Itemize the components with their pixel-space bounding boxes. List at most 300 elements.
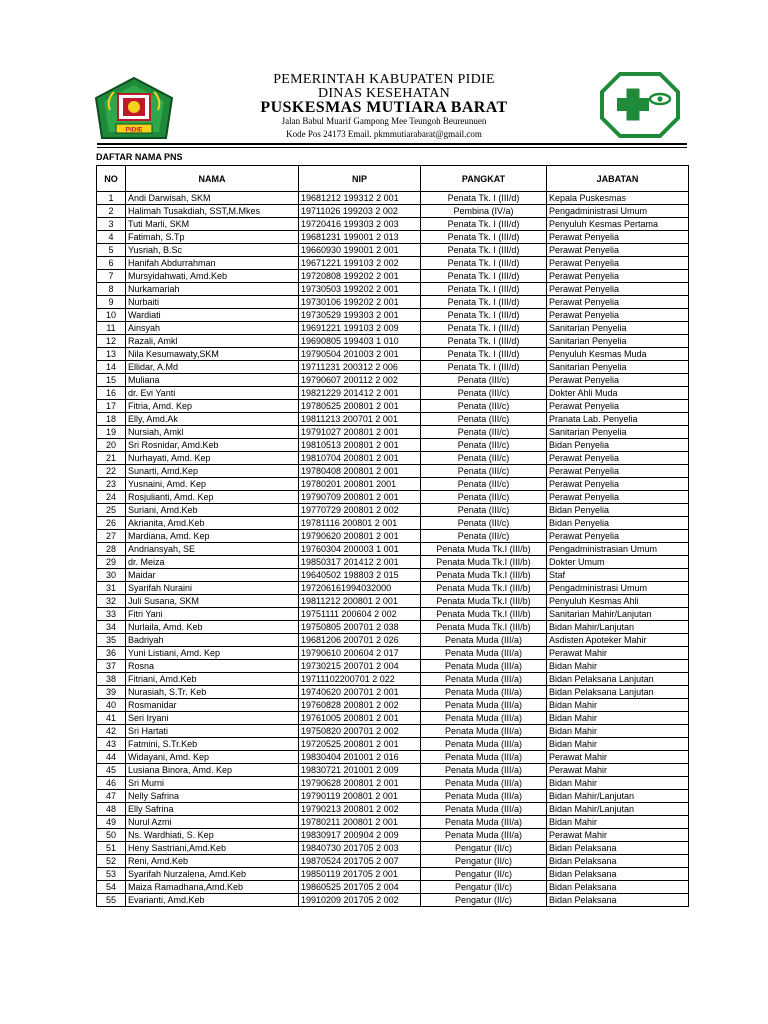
cell-nama: Lusiana Binora, Amd. Kep xyxy=(126,764,299,777)
cell-no: 43 xyxy=(97,738,126,751)
cell-nip: 19740620 200701 2 001 xyxy=(299,686,421,699)
cell-nama: Rosmanidar xyxy=(126,699,299,712)
table-header-row xyxy=(97,166,689,192)
cell-no: 19 xyxy=(97,426,126,439)
table-row xyxy=(97,270,689,283)
cell-nip: 19760304 200003 1 001 xyxy=(299,543,421,556)
cell-nip: 19671221 199103 2 002 xyxy=(299,257,421,270)
cell-nama: Reni, Amd.Keb xyxy=(126,855,299,868)
cell-nama: Sunarti, Amd.Kep xyxy=(126,465,299,478)
cell-pangkat: Penata Muda (III/a) xyxy=(421,673,547,686)
table-row xyxy=(97,777,689,790)
cell-jabatan: Sanitarian Mahir/Lanjutan xyxy=(547,608,689,621)
cell-nip: 19790620 200801 2 001 xyxy=(299,530,421,543)
cell-nip: 19790610 200604 2 017 xyxy=(299,647,421,660)
cell-no: 51 xyxy=(97,842,126,855)
cell-nama: dr. Meiza xyxy=(126,556,299,569)
table-row xyxy=(97,335,689,348)
table-row xyxy=(97,348,689,361)
cell-jabatan: Perawat Penyelia xyxy=(547,231,689,244)
table-row xyxy=(97,218,689,231)
cell-pangkat: Penata Tk. I (III/d) xyxy=(421,192,547,205)
cell-nip: 19690805 199403 1 010 xyxy=(299,335,421,348)
cell-no: 7 xyxy=(97,270,126,283)
cell-jabatan: Bidan Pelaksana Lanjutan xyxy=(547,673,689,686)
cell-pangkat: Penata (III/c) xyxy=(421,426,547,439)
cell-jabatan: Pengadministrasian Umum xyxy=(547,543,689,556)
table-row xyxy=(97,569,689,582)
cell-jabatan: Bidan Pelaksana xyxy=(547,881,689,894)
cell-jabatan: Sanitarian Penyelia xyxy=(547,322,689,335)
cell-no: 4 xyxy=(97,231,126,244)
cell-nama: Elly Safrina xyxy=(126,803,299,816)
cell-no: 26 xyxy=(97,517,126,530)
cell-pangkat: Penata (III/c) xyxy=(421,517,547,530)
cell-no: 11 xyxy=(97,322,126,335)
table-row xyxy=(97,790,689,803)
cell-nama: Nurkamariah xyxy=(126,283,299,296)
cell-no: 49 xyxy=(97,816,126,829)
cell-nip: 19811213 200701 2 001 xyxy=(299,413,421,426)
cell-jabatan: Perawat Mahir xyxy=(547,829,689,842)
cell-no: 37 xyxy=(97,660,126,673)
cell-nama: Yusriah, B.Sc xyxy=(126,244,299,257)
cell-no: 52 xyxy=(97,855,126,868)
table-row xyxy=(97,543,689,556)
cell-pangkat: Penata (III/c) xyxy=(421,374,547,387)
cell-nip: 19830721 201001 2 009 xyxy=(299,764,421,777)
cell-nip: 19910209 201705 2 002 xyxy=(299,894,421,907)
cell-no: 24 xyxy=(97,491,126,504)
cell-pangkat: Penata (III/c) xyxy=(421,530,547,543)
table-row xyxy=(97,452,689,465)
cell-jabatan: Pengadministrasi Umum xyxy=(547,205,689,218)
cell-no: 50 xyxy=(97,829,126,842)
cell-jabatan: Perawat Penyelia xyxy=(547,283,689,296)
cell-no: 8 xyxy=(97,283,126,296)
cell-jabatan: Penyuluh Kesmas Muda xyxy=(547,348,689,361)
cell-jabatan: Perawat Penyelia xyxy=(547,491,689,504)
cell-nip: 19770729 200801 2 002 xyxy=(299,504,421,517)
cell-pangkat: Penata Muda (III/a) xyxy=(421,738,547,751)
table-row xyxy=(97,517,689,530)
cell-no: 36 xyxy=(97,647,126,660)
cell-pangkat: Penata Muda (III/a) xyxy=(421,790,547,803)
table-row xyxy=(97,803,689,816)
cell-no: 28 xyxy=(97,543,126,556)
cell-jabatan: Staf xyxy=(547,569,689,582)
cell-nama: Nurbaiti xyxy=(126,296,299,309)
cell-nip: 19790119 200801 2 001 xyxy=(299,790,421,803)
table-row xyxy=(97,205,689,218)
table-row xyxy=(97,595,689,608)
table-row xyxy=(97,478,689,491)
cell-pangkat: Penata Muda Tk.I (III/b) xyxy=(421,569,547,582)
cell-pangkat: Penata (III/c) xyxy=(421,400,547,413)
cell-nama: Andriansyah, SE xyxy=(126,543,299,556)
cell-jabatan: Asdisten Apoteker Mahir xyxy=(547,634,689,647)
cell-nama: Yuni Listiani, Amd. Kep xyxy=(126,647,299,660)
cell-no: 27 xyxy=(97,530,126,543)
cell-nip: 19790504 201003 2 001 xyxy=(299,348,421,361)
header-rule-thick xyxy=(97,143,687,145)
cell-pangkat: Penata Muda Tk.I (III/b) xyxy=(421,608,547,621)
cell-no: 6 xyxy=(97,257,126,270)
cell-nip: 19810704 200801 2 001 xyxy=(299,452,421,465)
cell-nama: Maiza Ramadhana,Amd.Keb xyxy=(126,881,299,894)
cell-no: 30 xyxy=(97,569,126,582)
cell-pangkat: Penata Tk. I (III/d) xyxy=(421,322,547,335)
cell-nip: 19780525 200801 2 001 xyxy=(299,400,421,413)
cell-no: 47 xyxy=(97,790,126,803)
cell-nip: 19790213 200801 2 002 xyxy=(299,803,421,816)
cell-pangkat: Penata Muda (III/a) xyxy=(421,634,547,647)
cell-jabatan: Bidan Mahir xyxy=(547,660,689,673)
cell-nip: 19850119 201705 2 001 xyxy=(299,868,421,881)
cell-jabatan: Bidan Penyelia xyxy=(547,504,689,517)
table-row xyxy=(97,504,689,517)
cell-pangkat: Penata Tk. I (III/d) xyxy=(421,218,547,231)
cell-no: 31 xyxy=(97,582,126,595)
cell-nama: Halimah Tusakdiah, SST,M.Mkes xyxy=(126,205,299,218)
table-row xyxy=(97,426,689,439)
cell-nip: 197206161994032000 xyxy=(299,582,421,595)
table-row xyxy=(97,712,689,725)
cell-jabatan: Bidan Mahir xyxy=(547,712,689,725)
cell-nama: Andi Darwisah, SKM xyxy=(126,192,299,205)
cell-pangkat: Penata Muda (III/a) xyxy=(421,751,547,764)
header-puskesmas-name: PUSKESMAS MUTIARA BARAT xyxy=(260,99,508,116)
cell-no: 1 xyxy=(97,192,126,205)
cell-no: 20 xyxy=(97,439,126,452)
cell-nip: 19751111 200604 2 002 xyxy=(299,608,421,621)
table-row xyxy=(97,725,689,738)
cell-jabatan: Pranata Lab. Penyelia xyxy=(547,413,689,426)
cell-no: 18 xyxy=(97,413,126,426)
table-row xyxy=(97,881,689,894)
cell-nip: 19780211 200801 2 001 xyxy=(299,816,421,829)
cell-no: 42 xyxy=(97,725,126,738)
cell-no: 9 xyxy=(97,296,126,309)
cell-no: 38 xyxy=(97,673,126,686)
cell-no: 17 xyxy=(97,400,126,413)
cell-no: 33 xyxy=(97,608,126,621)
cell-no: 10 xyxy=(97,309,126,322)
cell-no: 34 xyxy=(97,621,126,634)
cell-pangkat: Penata Tk. I (III/d) xyxy=(421,244,547,257)
cell-pangkat: Pembina (IV/a) xyxy=(421,205,547,218)
cell-pangkat: Penata (III/c) xyxy=(421,504,547,517)
cell-pangkat: Penata Muda (III/a) xyxy=(421,829,547,842)
cell-nip: 19850317 201412 2 001 xyxy=(299,556,421,569)
cell-jabatan: Bidan Pelaksana xyxy=(547,855,689,868)
table-row xyxy=(97,374,689,387)
column-header-jabatan: JABATAN xyxy=(547,166,689,192)
cell-jabatan: Bidan Mahir xyxy=(547,777,689,790)
cell-no: 14 xyxy=(97,361,126,374)
cell-nama: Ns. Wardhiati, S. Kep xyxy=(126,829,299,842)
cell-jabatan: Kepala Puskesmas xyxy=(547,192,689,205)
header-department: DINAS KESEHATAN xyxy=(317,86,451,101)
table-row xyxy=(97,829,689,842)
table-row xyxy=(97,647,689,660)
table-row xyxy=(97,465,689,478)
cell-jabatan: Perawat Penyelia xyxy=(547,374,689,387)
cell-nama: Nurul Azmi xyxy=(126,816,299,829)
cell-pangkat: Penata Muda Tk.I (III/b) xyxy=(421,582,547,595)
cell-pangkat: Penata Muda (III/a) xyxy=(421,725,547,738)
cell-nip: 19711231 200312 2 006 xyxy=(299,361,421,374)
cell-pangkat: Penata Muda (III/a) xyxy=(421,647,547,660)
cell-nip: 19681206 200701 2 026 xyxy=(299,634,421,647)
cell-no: 44 xyxy=(97,751,126,764)
table-body xyxy=(97,192,689,907)
cell-jabatan: Perawat Penyelia xyxy=(547,296,689,309)
cell-nip: 19780201 200801 2001 xyxy=(299,478,421,491)
cell-jabatan: Perawat Mahir xyxy=(547,764,689,777)
cell-no: 41 xyxy=(97,712,126,725)
cell-pangkat: Penata (III/c) xyxy=(421,439,547,452)
cell-pangkat: Penata Tk. I (III/d) xyxy=(421,270,547,283)
header-address: Jalan Babul Muarif Gampong Mee Teungoh Beureunuen xyxy=(281,116,487,126)
table-row xyxy=(97,283,689,296)
cell-jabatan: Sanitarian Penyelia xyxy=(547,361,689,374)
table-row xyxy=(97,868,689,881)
cell-pangkat: Penata Tk. I (III/d) xyxy=(421,257,547,270)
pns-table xyxy=(96,165,689,907)
cell-jabatan: Perawat Penyelia xyxy=(547,257,689,270)
table-row xyxy=(97,621,689,634)
cell-nip: 19711026 199203 2 002 xyxy=(299,205,421,218)
cell-pangkat: Penata Tk. I (III/d) xyxy=(421,348,547,361)
cell-pangkat: Penata Muda (III/a) xyxy=(421,712,547,725)
cell-nip: 19840730 201705 2 003 xyxy=(299,842,421,855)
cell-pangkat: Penata Muda (III/a) xyxy=(421,660,547,673)
cell-no: 39 xyxy=(97,686,126,699)
table-row xyxy=(97,634,689,647)
cell-jabatan: Perawat Mahir xyxy=(547,751,689,764)
cell-jabatan: Penyuluh Kesmas Ahli xyxy=(547,595,689,608)
cell-nama: Maidar xyxy=(126,569,299,582)
cell-pangkat: Pengatur (II/c) xyxy=(421,881,547,894)
cell-nama: Yusnaini, Amd. Kep xyxy=(126,478,299,491)
table-row xyxy=(97,660,689,673)
cell-nip: 19730106 199202 2 001 xyxy=(299,296,421,309)
header-contact: Kode Pos 24173 Email. pkmmutiarabarat@gmail.com xyxy=(286,129,482,139)
cell-no: 40 xyxy=(97,699,126,712)
table-row xyxy=(97,361,689,374)
cell-pangkat: Pengatur (II/c) xyxy=(421,868,547,881)
cell-nip: 19730503 199202 2 001 xyxy=(299,283,421,296)
column-header-pangkat: PANGKAT xyxy=(421,166,547,192)
cell-nama: Rosjulianti, Amd. Kep xyxy=(126,491,299,504)
table-row xyxy=(97,387,689,400)
cell-pangkat: Penata Muda (III/a) xyxy=(421,764,547,777)
cell-jabatan: Bidan Penyelia xyxy=(547,517,689,530)
cell-nama: Hanifah Abdurrahman xyxy=(126,257,299,270)
cell-jabatan: Penyuluh Kesmas Pertama xyxy=(547,218,689,231)
cell-no: 54 xyxy=(97,881,126,894)
cell-jabatan: Perawat Penyelia xyxy=(547,478,689,491)
cell-jabatan: Dokter Umum xyxy=(547,556,689,569)
cell-no: 21 xyxy=(97,452,126,465)
cell-nip: 19681212 199312 2 001 xyxy=(299,192,421,205)
cell-nip: 19761005 200801 2 001 xyxy=(299,712,421,725)
cell-nip: 19711102200701 2 022 xyxy=(299,673,421,686)
cell-jabatan: Bidan Pelaksana xyxy=(547,868,689,881)
cell-nip: 19720525 200801 2 001 xyxy=(299,738,421,751)
cell-no: 13 xyxy=(97,348,126,361)
cell-no: 23 xyxy=(97,478,126,491)
cell-pangkat: Penata (III/c) xyxy=(421,387,547,400)
cell-jabatan: Perawat Penyelia xyxy=(547,530,689,543)
cell-pangkat: Pengatur (II/c) xyxy=(421,842,547,855)
table-row xyxy=(97,244,689,257)
cell-nama: Rosna xyxy=(126,660,299,673)
cell-nama: Razali, Amkl xyxy=(126,335,299,348)
cell-nip: 19750805 200701 2 038 xyxy=(299,621,421,634)
cell-nip: 19860525 201705 2 004 xyxy=(299,881,421,894)
cell-nama: Fatmini, S.Tr.Keb xyxy=(126,738,299,751)
cell-jabatan: Bidan Mahir xyxy=(547,699,689,712)
cell-jabatan: Bidan Mahir/Lanjutan xyxy=(547,790,689,803)
column-header-nama: NAMA xyxy=(126,166,299,192)
cell-nama: Ainsyah xyxy=(126,322,299,335)
table-row xyxy=(97,816,689,829)
table-row xyxy=(97,257,689,270)
cell-no: 53 xyxy=(97,868,126,881)
header-rule-thin xyxy=(97,147,687,148)
cell-jabatan: Perawat Penyelia xyxy=(547,400,689,413)
cell-nama: Heny Sastriani,Amd.Keb xyxy=(126,842,299,855)
cell-nama: Syarifah Nuraini xyxy=(126,582,299,595)
puskesmas-green-cross-icon xyxy=(600,72,680,138)
cell-no: 46 xyxy=(97,777,126,790)
document-header xyxy=(0,0,768,150)
cell-nama: Nelly Safrina xyxy=(126,790,299,803)
cell-jabatan: Bidan Mahir xyxy=(547,738,689,751)
cell-nip: 19791027 200801 2 001 xyxy=(299,426,421,439)
cell-nama: Mardiana, Amd. Kep xyxy=(126,530,299,543)
cell-no: 35 xyxy=(97,634,126,647)
cell-pangkat: Penata Tk. I (III/d) xyxy=(421,296,547,309)
cell-nama: Nurasiah, S.Tr. Keb xyxy=(126,686,299,699)
cell-nip: 19730529 199303 2 001 xyxy=(299,309,421,322)
cell-nip: 19830404 201001 2 016 xyxy=(299,751,421,764)
table-row xyxy=(97,530,689,543)
cell-nama: Sri Hartati xyxy=(126,725,299,738)
table-row xyxy=(97,192,689,205)
cell-nama: Syarifah Nurzalena, Amd.Keb xyxy=(126,868,299,881)
cell-nama: Wardiati xyxy=(126,309,299,322)
cell-jabatan: Perawat Penyelia xyxy=(547,452,689,465)
cell-pangkat: Penata Muda Tk.I (III/b) xyxy=(421,556,547,569)
cell-nama: Nila Kesumawaty,SKM xyxy=(126,348,299,361)
cell-pangkat: Penata Muda (III/a) xyxy=(421,699,547,712)
cell-nip: 19730215 200701 2 004 xyxy=(299,660,421,673)
cell-nama: Evarianti, Amd.Keb xyxy=(126,894,299,907)
cell-nip: 19660930 199001 2 001 xyxy=(299,244,421,257)
cell-nama: Sri Murni xyxy=(126,777,299,790)
cell-nama: Suriani, Amd.Keb xyxy=(126,504,299,517)
cell-jabatan: Dokter Ahli Muda xyxy=(547,387,689,400)
cell-nama: Fitri Yani xyxy=(126,608,299,621)
cell-no: 15 xyxy=(97,374,126,387)
table-row xyxy=(97,855,689,868)
cell-no: 25 xyxy=(97,504,126,517)
cell-jabatan: Bidan Mahir/Lanjutan xyxy=(547,803,689,816)
cell-nip: 19780408 200801 2 001 xyxy=(299,465,421,478)
table-row xyxy=(97,894,689,907)
column-header-no: NO xyxy=(97,166,126,192)
cell-pangkat: Penata (III/c) xyxy=(421,465,547,478)
table-row xyxy=(97,400,689,413)
table-row xyxy=(97,738,689,751)
cell-no: 12 xyxy=(97,335,126,348)
table-row xyxy=(97,439,689,452)
cell-jabatan: Perawat Penyelia xyxy=(547,309,689,322)
cell-nip: 19790628 200801 2 001 xyxy=(299,777,421,790)
table-row xyxy=(97,673,689,686)
cell-nip: 19790709 200801 2 001 xyxy=(299,491,421,504)
cell-nama: Akrianita, Amd.Keb xyxy=(126,517,299,530)
cell-no: 55 xyxy=(97,894,126,907)
cell-no: 29 xyxy=(97,556,126,569)
cell-nip: 19760828 200801 2 002 xyxy=(299,699,421,712)
cell-jabatan: Bidan Pelaksana Lanjutan xyxy=(547,686,689,699)
cell-no: 48 xyxy=(97,803,126,816)
cell-jabatan: Pengadministrasi Umum xyxy=(547,582,689,595)
table-row xyxy=(97,582,689,595)
cell-pangkat: Penata Tk. I (III/d) xyxy=(421,361,547,374)
cell-nip: 19750820 200701 2 002 xyxy=(299,725,421,738)
cell-jabatan: Sanitarian Penyelia xyxy=(547,335,689,348)
table-row xyxy=(97,842,689,855)
table-row xyxy=(97,309,689,322)
cell-no: 45 xyxy=(97,764,126,777)
cell-pangkat: Penata Tk. I (III/d) xyxy=(421,309,547,322)
cell-jabatan: Perawat Mahir xyxy=(547,647,689,660)
cell-pangkat: Penata (III/c) xyxy=(421,491,547,504)
column-header-nip: NIP xyxy=(299,166,421,192)
cell-pangkat: Penata (III/c) xyxy=(421,413,547,426)
cell-nip: 19830917 200904 2 009 xyxy=(299,829,421,842)
cell-nip: 19691221 199103 2 009 xyxy=(299,322,421,335)
table-row xyxy=(97,608,689,621)
table-row xyxy=(97,231,689,244)
cell-pangkat: Penata Tk. I (III/d) xyxy=(421,283,547,296)
cell-pangkat: Pengatur (II/c) xyxy=(421,894,547,907)
cell-pangkat: Penata (III/c) xyxy=(421,452,547,465)
cell-nama: Nurhayati, Amd. Kep xyxy=(126,452,299,465)
cell-nip: 19640502 198803 2 015 xyxy=(299,569,421,582)
cell-nip: 19781116 200801 2 001 xyxy=(299,517,421,530)
cell-nama: Fatimah, S.Tp xyxy=(126,231,299,244)
cell-pangkat: Penata Muda (III/a) xyxy=(421,816,547,829)
list-title: DAFTAR NAMA PNS xyxy=(96,152,183,162)
cell-nama: Fitria, Amd. Kep xyxy=(126,400,299,413)
cell-nama: Widayani, Amd. Kep xyxy=(126,751,299,764)
cell-jabatan: Bidan Penyelia xyxy=(547,439,689,452)
cell-no: 3 xyxy=(97,218,126,231)
cell-nama: Fitriani, Amd.Keb xyxy=(126,673,299,686)
cell-no: 32 xyxy=(97,595,126,608)
cell-pangkat: Penata Muda (III/a) xyxy=(421,803,547,816)
cell-pangkat: Penata Muda (III/a) xyxy=(421,777,547,790)
cell-no: 5 xyxy=(97,244,126,257)
cell-nip: 19870524 201705 2 007 xyxy=(299,855,421,868)
table-row xyxy=(97,491,689,504)
